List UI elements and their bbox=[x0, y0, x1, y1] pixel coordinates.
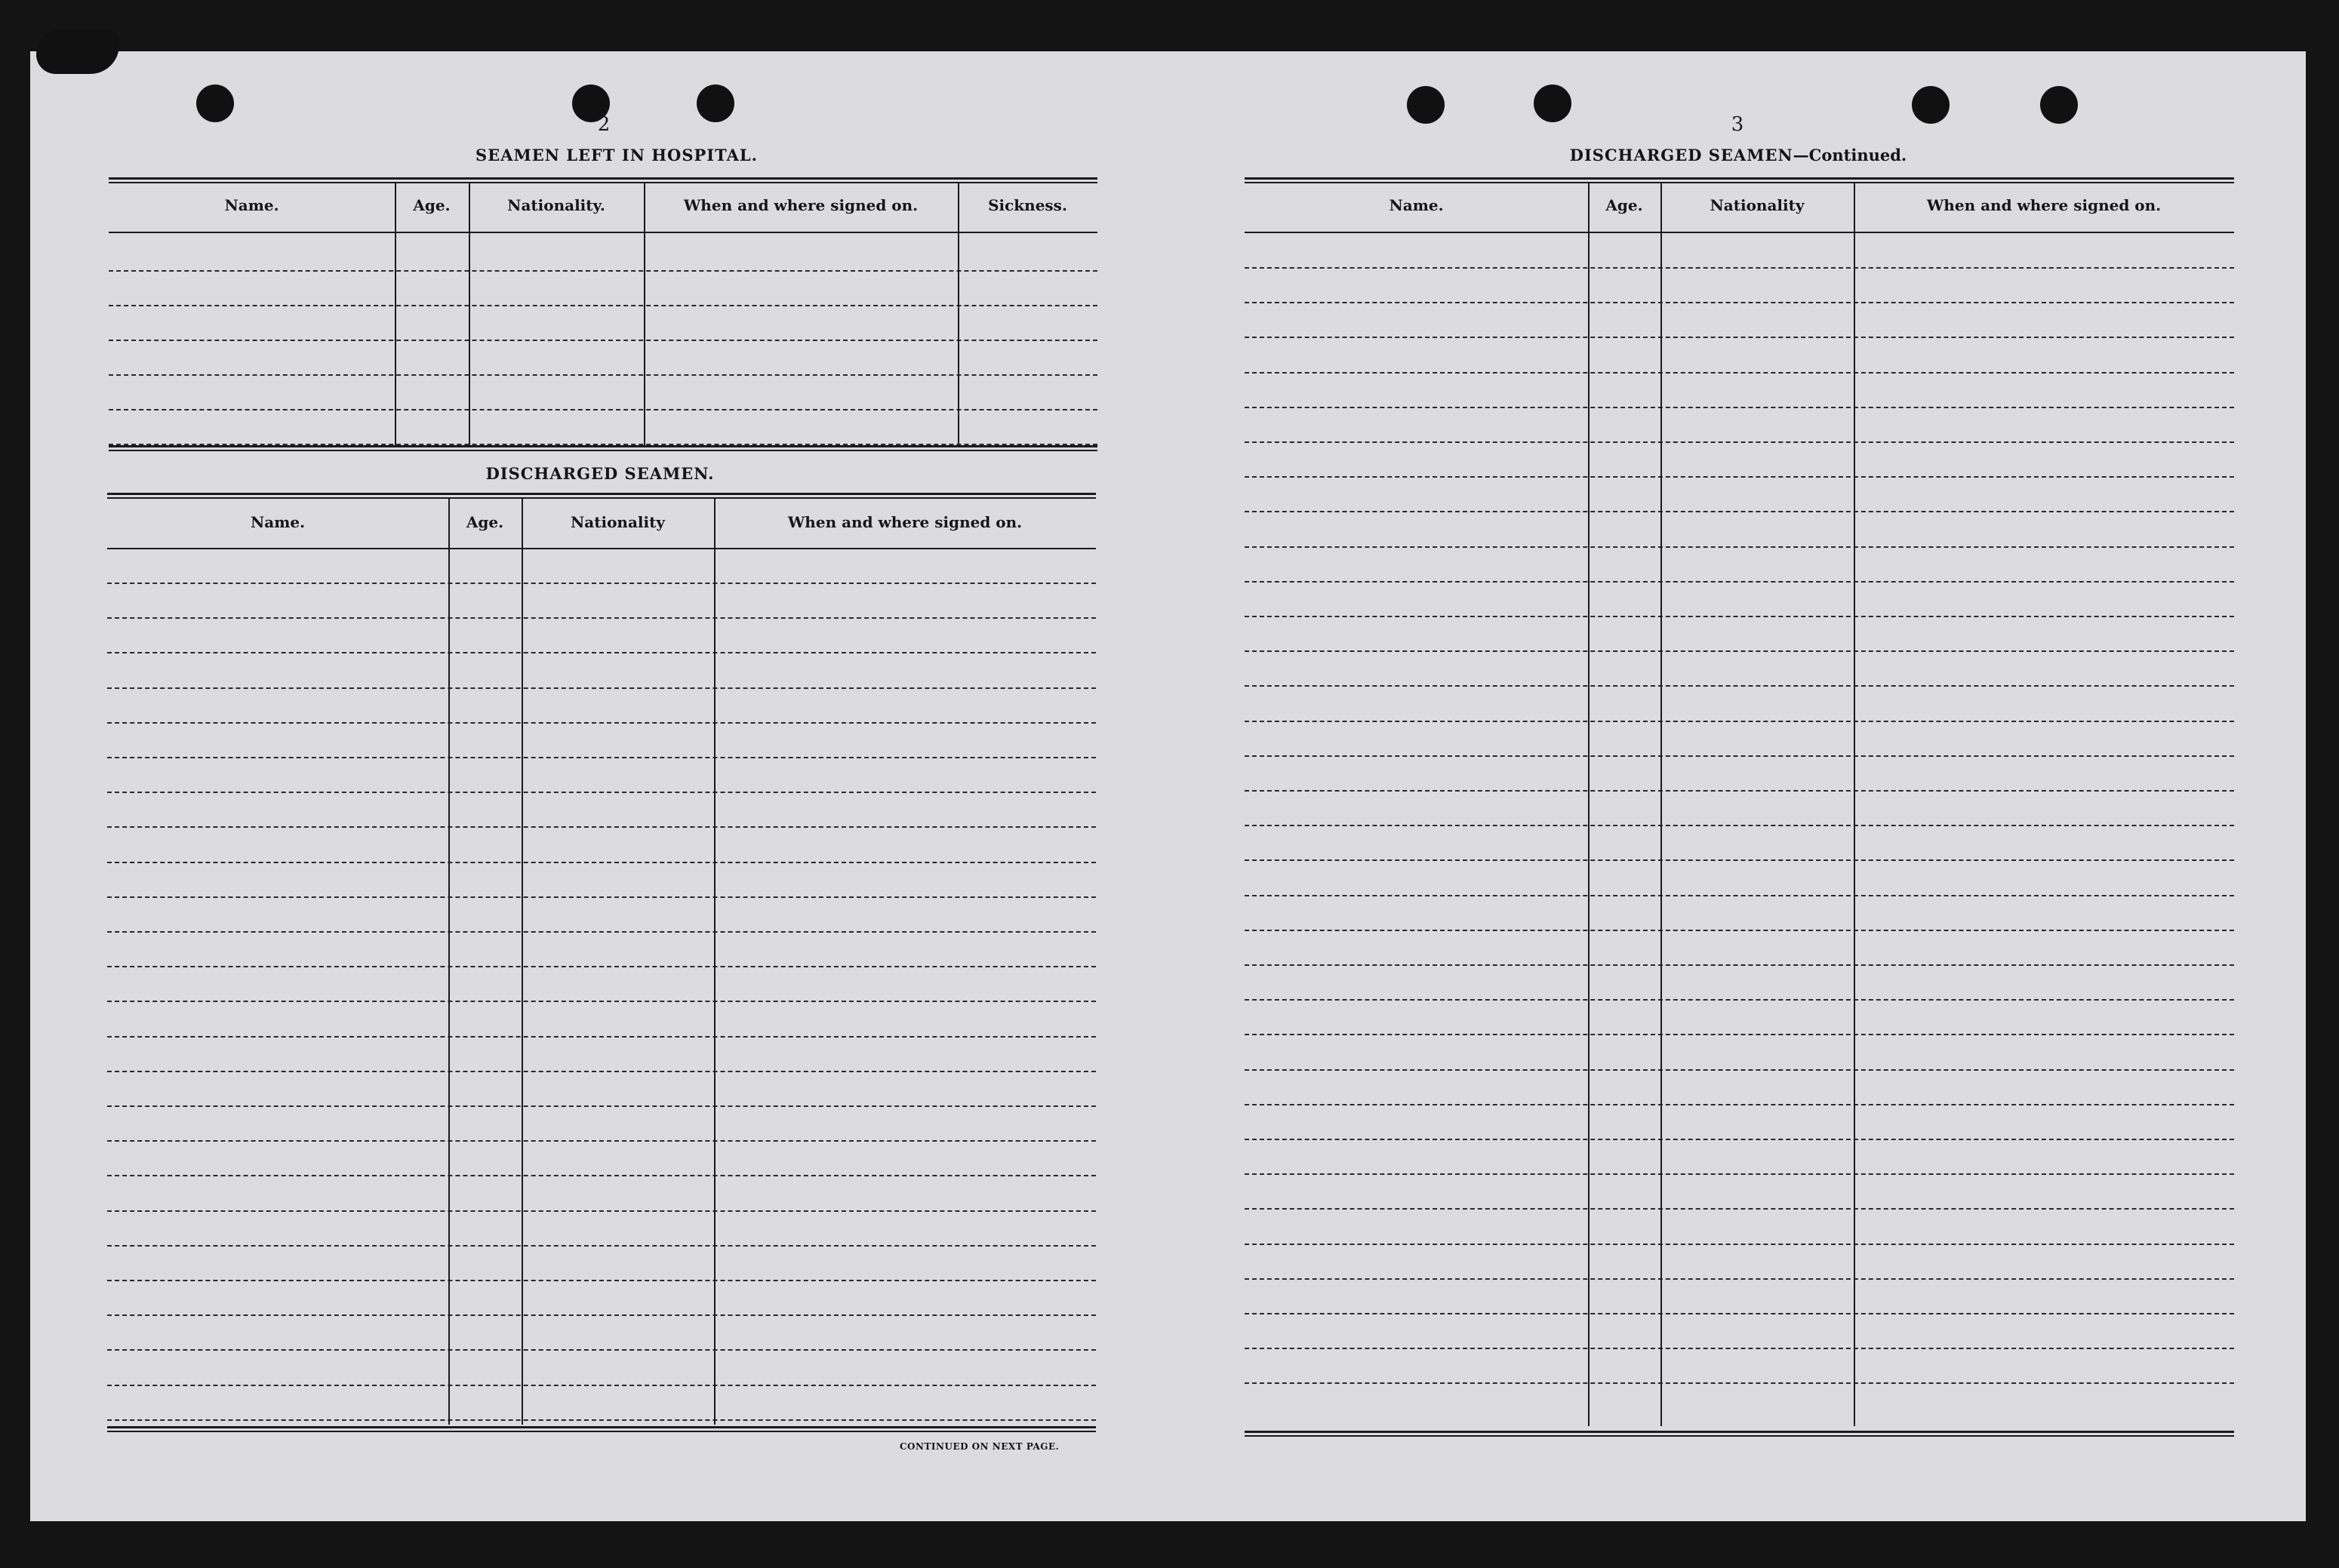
row-rule bbox=[107, 1349, 1096, 1351]
table-top-rule bbox=[107, 493, 1096, 499]
punch-hole bbox=[697, 85, 734, 122]
row-rule bbox=[109, 340, 1097, 341]
row-rule bbox=[107, 1385, 1096, 1386]
row-rule bbox=[1245, 337, 2234, 338]
column-header: When and where signed on. bbox=[1926, 196, 2162, 214]
punch-hole bbox=[2040, 86, 2078, 124]
row-rule bbox=[1245, 895, 2234, 896]
header-rule bbox=[109, 232, 1097, 233]
table-bottom-rule bbox=[1245, 1431, 2234, 1437]
table-bottom-rule bbox=[107, 1426, 1096, 1432]
row-rule bbox=[107, 826, 1096, 828]
row-rule bbox=[107, 1210, 1096, 1212]
row-rule bbox=[1245, 1313, 2234, 1314]
row-rule bbox=[107, 1071, 1096, 1072]
row-rule bbox=[1245, 267, 2234, 269]
row-rule bbox=[1245, 372, 2234, 374]
row-rule bbox=[1245, 1244, 2234, 1245]
column-divider bbox=[395, 182, 396, 447]
torn-corner bbox=[36, 29, 119, 74]
header-rule bbox=[1245, 232, 2234, 233]
row-rule bbox=[107, 617, 1096, 619]
row-rule bbox=[1245, 616, 2234, 617]
row-rule bbox=[109, 409, 1097, 410]
row-rule bbox=[109, 270, 1097, 272]
punch-hole bbox=[1912, 86, 1950, 124]
row-rule bbox=[1245, 302, 2234, 303]
row-rule bbox=[107, 896, 1096, 898]
column-header: Age. bbox=[413, 196, 451, 214]
punch-hole bbox=[196, 85, 234, 122]
row-rule bbox=[1245, 407, 2234, 408]
discharged-section-title: DISCHARGED SEAMEN. bbox=[485, 464, 715, 483]
column-divider bbox=[1660, 182, 1662, 1426]
row-rule bbox=[1245, 999, 2234, 1001]
column-divider bbox=[1588, 182, 1590, 1426]
page-number-left: 2 bbox=[597, 113, 611, 136]
row-rule bbox=[1245, 1104, 2234, 1105]
column-header: Name. bbox=[250, 513, 306, 531]
column-divider bbox=[644, 182, 645, 447]
row-rule bbox=[1245, 1208, 2234, 1210]
row-rule bbox=[107, 722, 1096, 724]
row-rule bbox=[1245, 1348, 2234, 1349]
row-rule bbox=[107, 1001, 1096, 1002]
column-divider bbox=[958, 182, 959, 447]
row-rule bbox=[109, 305, 1097, 306]
column-header: Nationality bbox=[1710, 196, 1805, 214]
column-header: Nationality bbox=[571, 513, 665, 531]
row-rule bbox=[1245, 930, 2234, 931]
row-rule bbox=[1245, 581, 2234, 583]
discharged-continued-title bbox=[1570, 146, 1907, 164]
row-rule bbox=[107, 1105, 1096, 1107]
row-rule bbox=[1245, 1069, 2234, 1071]
row-rule bbox=[1245, 650, 2234, 652]
row-rule bbox=[107, 583, 1096, 584]
column-header: Sickness. bbox=[988, 196, 1067, 214]
column-header: Name. bbox=[224, 196, 279, 214]
discharged-continued-title-suffix: —Continued. bbox=[1793, 146, 1907, 164]
row-rule bbox=[107, 1036, 1096, 1038]
row-rule bbox=[109, 374, 1097, 376]
row-rule bbox=[107, 1175, 1096, 1176]
header-rule bbox=[107, 548, 1096, 549]
table-bottom-rule bbox=[109, 445, 1097, 451]
row-rule bbox=[1245, 441, 2234, 443]
row-rule bbox=[1245, 755, 2234, 757]
row-rule bbox=[107, 687, 1096, 689]
row-rule bbox=[107, 757, 1096, 758]
column-divider bbox=[1854, 182, 1855, 1426]
column-divider bbox=[522, 497, 523, 1425]
column-header: Age. bbox=[466, 513, 504, 531]
column-header: When and where signed on. bbox=[683, 196, 919, 214]
row-rule bbox=[1245, 476, 2234, 478]
row-rule bbox=[107, 862, 1096, 863]
row-rule bbox=[107, 652, 1096, 653]
column-divider bbox=[714, 497, 716, 1425]
table-top-rule bbox=[109, 177, 1097, 183]
punch-hole bbox=[1534, 85, 1571, 122]
row-rule bbox=[107, 931, 1096, 933]
row-rule bbox=[1245, 1139, 2234, 1140]
table-top-rule bbox=[1245, 177, 2234, 183]
page-number-right: 3 bbox=[1731, 113, 1744, 136]
row-rule bbox=[1245, 511, 2234, 512]
column-header: When and where signed on. bbox=[787, 513, 1023, 531]
form-sheet bbox=[30, 51, 2306, 1521]
continued-note: CONTINUED ON NEXT PAGE. bbox=[900, 1441, 1060, 1452]
column-divider bbox=[448, 497, 450, 1425]
row-rule bbox=[107, 1419, 1096, 1421]
row-rule bbox=[1245, 721, 2234, 722]
row-rule bbox=[107, 1140, 1096, 1142]
punch-hole bbox=[1407, 86, 1445, 124]
column-divider bbox=[469, 182, 470, 447]
row-rule bbox=[107, 1245, 1096, 1247]
column-header: Age. bbox=[1605, 196, 1643, 214]
row-rule bbox=[1245, 1278, 2234, 1280]
row-rule bbox=[1245, 685, 2234, 687]
row-rule bbox=[107, 792, 1096, 793]
row-rule bbox=[1245, 1034, 2234, 1035]
row-rule bbox=[1245, 825, 2234, 826]
row-rule bbox=[1245, 859, 2234, 861]
column-header: Name. bbox=[1389, 196, 1444, 214]
row-rule bbox=[107, 1314, 1096, 1316]
discharged-continued-title-main: DISCHARGED SEAMEN bbox=[1569, 146, 1793, 164]
hospital-section-title: SEAMEN LEFT IN HOSPITAL. bbox=[475, 146, 758, 164]
row-rule bbox=[1245, 790, 2234, 792]
row-rule bbox=[1245, 546, 2234, 548]
row-rule bbox=[1245, 1173, 2234, 1175]
column-header: Nationality. bbox=[507, 196, 605, 214]
row-rule bbox=[1245, 1382, 2234, 1384]
row-rule bbox=[1245, 964, 2234, 966]
row-rule bbox=[107, 966, 1096, 967]
row-rule bbox=[107, 1280, 1096, 1281]
